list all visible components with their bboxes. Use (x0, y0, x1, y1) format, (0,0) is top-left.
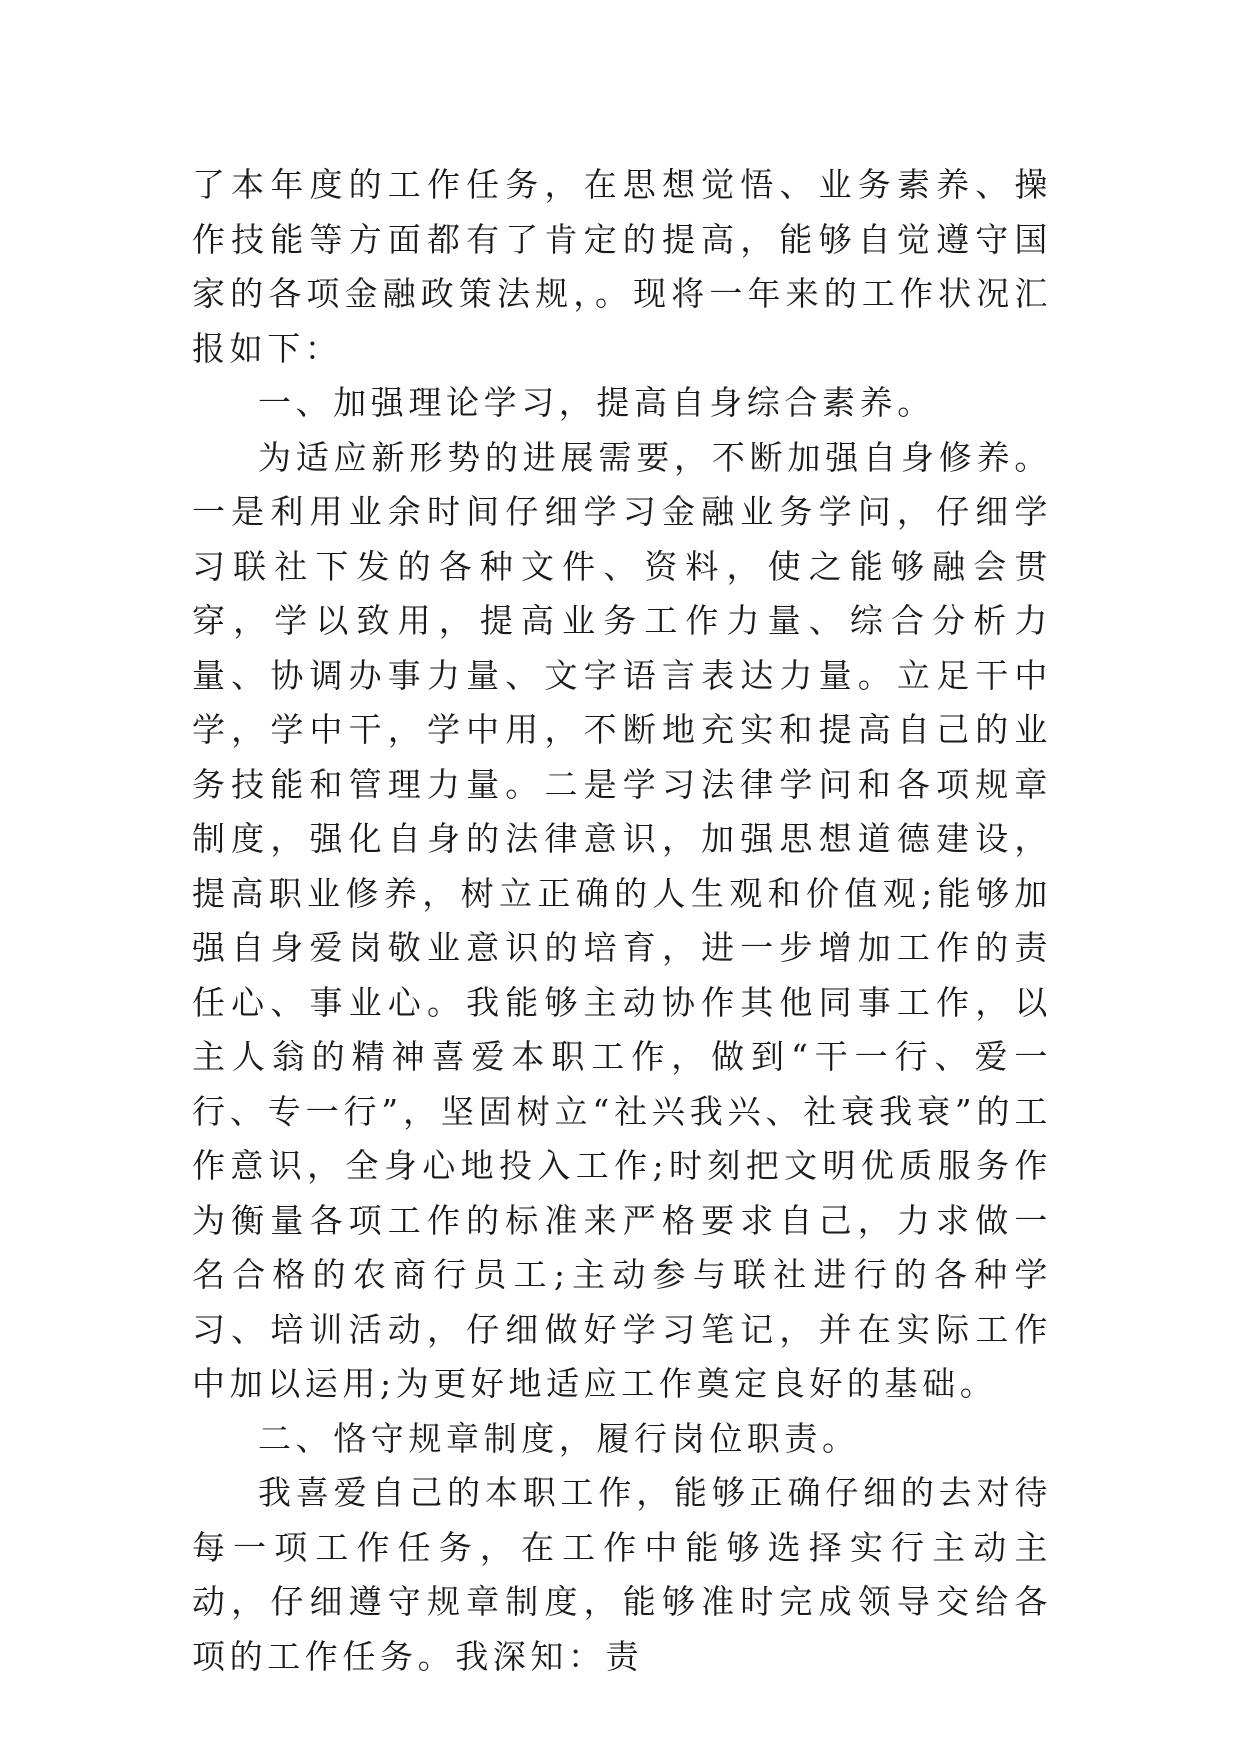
section-heading: 二、恪守规章制度，履行岗位职责。 (258, 1418, 860, 1458)
section-heading: 一、加强理论学习，提高自身综合素养。 (258, 383, 935, 422)
body-paragraph: 了本年度的工作任务，在思想觉悟、业务素养、操作技能等方面都有了肯定的提高，能够自觉遵守国家的各项金融政策法规，。现将一年来的工作状况汇报如下： (192, 165, 1052, 368)
body-paragraph: 我喜爱自己的本职工作，能够正确仔细的去对待每一项工作任务，在工作中能够选择实行主动主动，仔细遵守规章制度，能够准时完成领导交给各项的工作任务。我深知：责 (192, 1473, 1052, 1676)
document-body (192, 158, 1052, 1684)
body-paragraph: 为适应新形势的进展需要，不断加强自身修养。一是利用业余时间仔细学习金融业务学问，仔细学习联社下发的各种文件、资料，使之能够融会贯穿，学以致用，提高业务工作力量、综合分析力量、协调办事力量、文字语言表达力量。立足干中学，学中干，学中用，不断地充实和提高自己的业务技能和管理力量。二是学习法律学问和各项规章制度，强化自身的法律意识，加强思想道德建设，提高职业修养，树立正确的人生观和价值观;能够加强自身爱岗敬业意识的培育，进一步增加工作的责任心、事业心。我能够主动协作其他同事工作，以主人翁的精神喜爱本职工作，做到“干一行、爱一行、专一行”，坚固树立“社兴我兴、社衰我衰”的工作意识，全身心地投入工作;时刻把文明优质服务作为衡量各项工作的标准来严格要求自己，力求做一名合格的农商行员工;主动参与联社进行的各种学习、培训活动，仔细做好学习笔记，并在实际工作中加以运用;为更好地适应工作奠定良好的基础。 (192, 437, 1052, 1403)
